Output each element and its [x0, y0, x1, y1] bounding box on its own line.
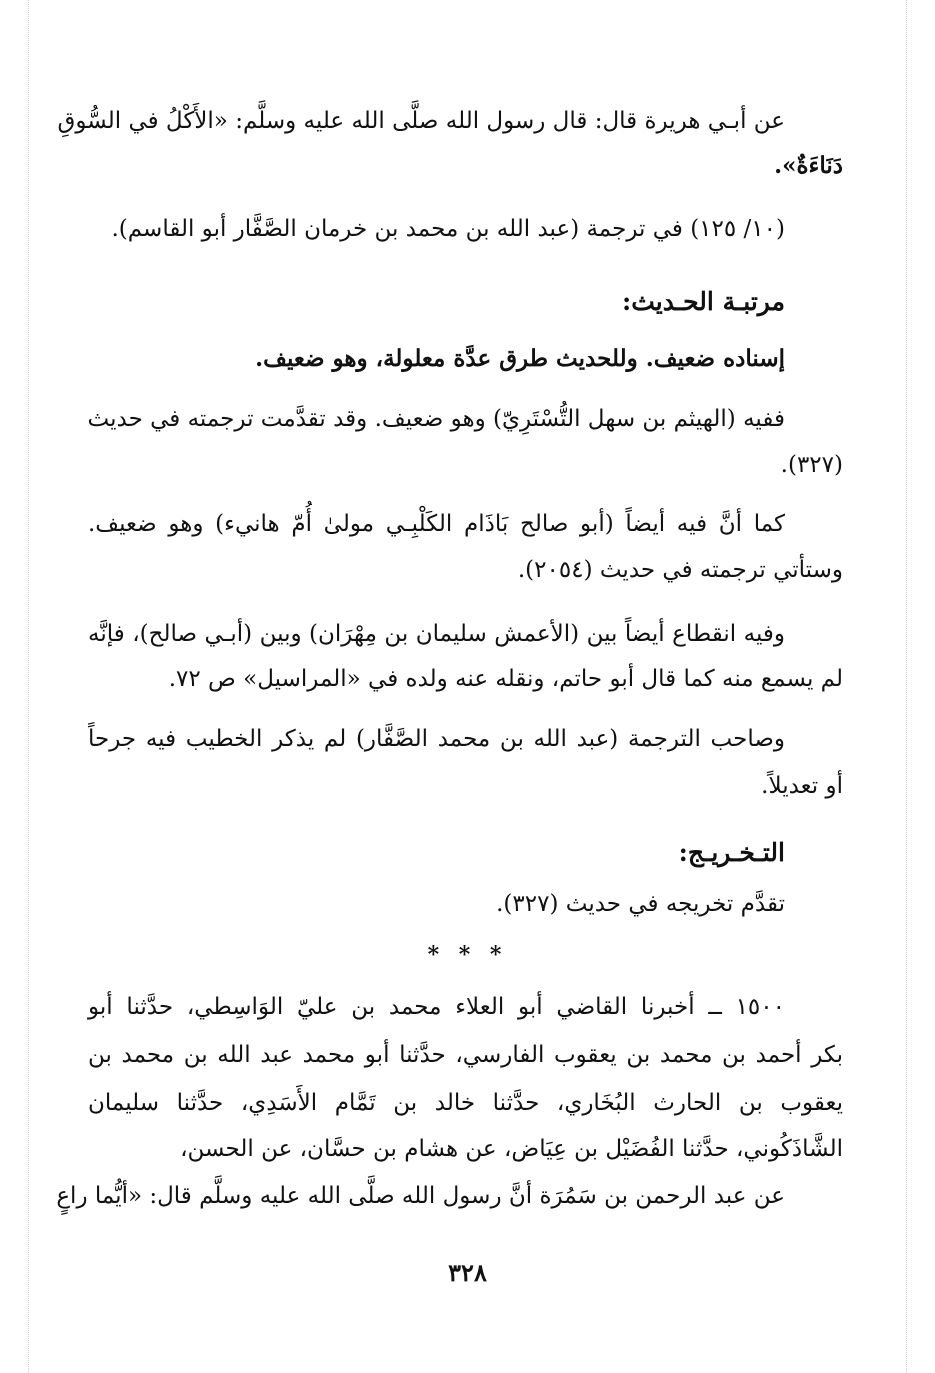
page-number: ٣٢٨	[448, 1258, 487, 1287]
text-line: بكر أحمد بن محمد بن يعقوب الفارسي، حدَّثنا أبو محمد عبد الله بن محمد بن	[88, 1042, 843, 1068]
text-line: عن عبد الرحمن بن سَمُرَة أنَّ رسول الله صلَّى الله عليه وسلَّم قال: «أيُّما راعٍ	[56, 1183, 785, 1209]
text-line: تقدَّم تخريجه في حديث (٣٢٧).	[496, 891, 785, 917]
text-line: ١٥٠٠ ــ أخبرنا القاضي أبو العلاء محمد بن عليّ الوَاسِطي، حدَّثنا أبو	[88, 994, 785, 1020]
text-line: (٣٢٧).	[780, 452, 843, 478]
margin-guide-right	[906, 0, 907, 1373]
text-line: وستأتي ترجمته في حديث (٢٠٥٤).	[517, 557, 843, 583]
text-line: وفيه انقطاع أيضاً بين (الأعمش سليمان بن مِهْرَان) وبين (أبـي صالح)، فإنَّه	[88, 621, 785, 647]
section-heading: مرتبـة الحـديث:	[621, 287, 785, 316]
margin-guide-left	[28, 0, 29, 1373]
section-separator: * * *	[427, 942, 508, 968]
text-line: دَنَاءَةٌ».	[774, 152, 843, 179]
text-line: إسناده ضعيف. وللحديث طرق عدَّة معلولة، وهو ضعيف.	[255, 345, 785, 372]
text-line: لم يسمع منه كما قال أبو حاتم، ونقله عنه ولده في «المراسيل» ص ٧٢.	[168, 666, 843, 692]
text-line: (١٠/ ١٢٥) في ترجمة (عبد الله بن محمد بن خرمان الصَّفَّار أبو القاسم).	[111, 216, 785, 242]
text-line: عن أبـي هريرة قال: قال رسول الله صلَّى الله عليه وسلَّم: «الأَكْلُ في السُّوقِ	[57, 108, 785, 134]
text-line: ففيه (الهيثم بن سهل التُّسْتَرِيّ) وهو ضعيف. وقد تقدَّمت ترجمته في حديث	[87, 406, 785, 432]
text-line: وصاحب الترجمة (عبد الله بن محمد الصَّفَّار) لم يذكر الخطيب فيه جرحاً	[88, 726, 785, 752]
text-line: يعقوب بن الحارث البُخَاري، حدَّثنا خالد بن تَمَّام الأَسَدِي، حدَّثنا سليمان	[88, 1090, 843, 1116]
text-line: أو تعديلاً.	[761, 773, 843, 799]
text-line: كما أنَّ فيه أيضاً (أبو صالح بَاذَام الكَلْبِـي مولىٰ أُمّ هانيء) وهو ضعيف.	[88, 511, 785, 537]
section-heading: التـخـريـج:	[678, 838, 785, 867]
text-line: الشَّاذَكُوني، حدَّثنا الفُضَيْل بن عِيَاض، عن هشام بن حسَّان، عن الحسن،	[180, 1136, 843, 1162]
